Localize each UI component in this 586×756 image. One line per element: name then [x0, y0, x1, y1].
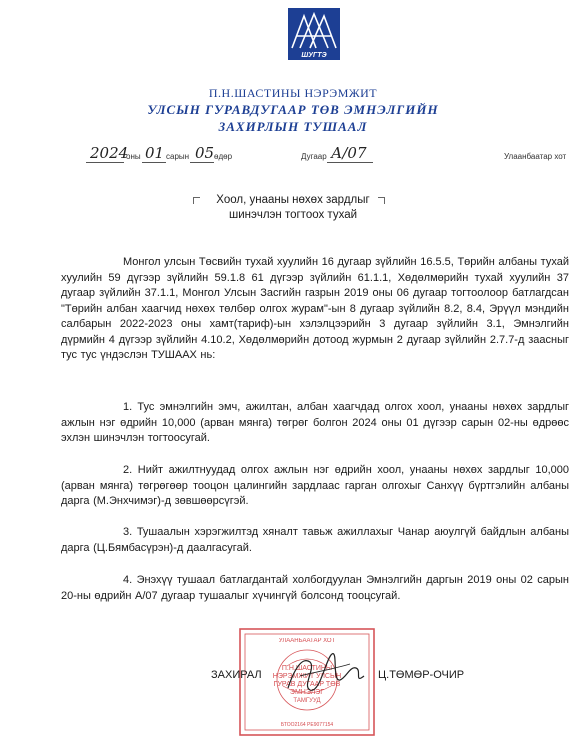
order-item-1: 1. Тус эмнэлгийн эмч, ажилтан, албан хаагчдад олгох хоол, унааны нөхөх зардлыг ажлын нэг өдрийн 10,000 (арван мянга) төгрөг болгон 2024 оны 01 дүгээр сарын 02-ны өдрөөс эхлэн шинэчлэн тогтоосугай.: [61, 401, 569, 444]
handwritten-day: 05: [195, 144, 215, 162]
month-label: сарын: [166, 152, 190, 161]
year-underline: [86, 162, 124, 163]
order-item-3: 3. Тушаалын хэрэгжилтэд хяналт тавьж ажиллахыг Чанар аюулгүй байдлын албаны дарга (Ц.Бямбасүрэн)-д даалгасугай.: [61, 526, 569, 554]
preamble-paragraph: Монгол улсын Төсвийн тухай хуулийн 16 дугаар зүйлийн 16.5.5, Төрийн албаны тухай хуулийн 59 дүгээр зүйлийн 59.1.8 61 дүгээр зүйлийн 61.1.1, Хөдөлмөрийн тухай хуулийн 37 дугаар зүйлийн 37.1.1, Монгол Улсын Засгийн газрын 2019 оны 06 дугаар тогтоолоор батлагдсан "Төрийн албан хаагчид нөхөх төлбөр олгох журам"-ын 8 дугаар зүйлийн 8.2, 8.4, Эрүүл мэндийн салбарын 2022-2023 оны хамт(тариф)-ын хэлэлцээрийн 3 дугаар зүйлийн 3.1, Эмнэлгийн дүрмийн 4 дүгээр зүйлийн 4.10.2, Хөдөлмөрийн дотоод журмын 2 дугаар зүйлийн 2.7.7-д заасныг тус тус үндэслэн ТУШААХ нь:: [61, 256, 569, 361]
order-item-4: 4. Энэхүү тушаал батлагдантай холбогдуулан Эмнэлгийн даргын 2019 оны 02 сарын 20-ны өдрийн А/07 дугаар тушаалыг хүчингүй болсонд тооцсугай.: [61, 574, 569, 602]
handwritten-number: А/07: [331, 144, 367, 162]
logo-text: ШУГТЭ: [301, 52, 327, 59]
org-name-line1: П.Н.ШАСТИНЫ НЭРЭМЖИТ: [208, 86, 378, 100]
number-underline: [327, 162, 373, 163]
handwritten-signature: [280, 636, 370, 706]
year-label: оны: [126, 152, 141, 161]
stamp-line5: ТАМГУУД: [293, 698, 321, 704]
day-label: өдөр: [214, 152, 233, 161]
number-label: Дугаар: [301, 152, 327, 161]
stamp-line4: ЭМНЭЛЭГ: [289, 689, 325, 696]
stamp-bottom-text: БТОО2164 РЕ9077154: [280, 722, 334, 728]
order-item-2: 2. Нийт ажилтнуудад олгох ажлын нэг өдрийн хоол, унааны нөхөх зардлыг 10,000 (арван мянга) төгрөгөөр тооцон цалингийн зардлаас гарган олгохыг Санхүү бүртгэлийн албаны дарга (М.Энхчимэг)-д зөвшөөрсүгэй.: [61, 464, 569, 507]
city-label: Улаанбаатар хот: [504, 152, 567, 161]
hospital-logo: [288, 8, 340, 60]
month-underline: [142, 162, 166, 163]
subject-line2: шинэчлэн тогтоох тухай: [228, 209, 358, 221]
subject-block: [180, 193, 406, 223]
signer-name: Ц.ТӨМӨР-ОЧИР: [378, 669, 465, 681]
stamp-line3: ГУРАВ ДУГААР ТӨВ: [273, 681, 341, 688]
org-name-line2: УЛСЫН ГУРАВДУГААР ТӨВ ЭМНЭЛГИЙН: [147, 102, 439, 117]
day-underline: [190, 162, 214, 163]
document-type: ЗАХИРЛЫН ТУШААЛ: [218, 119, 368, 134]
stamp-line2: НЭРЭМЖИТ УЛСЫН: [272, 673, 342, 680]
date-number-row: [0, 144, 586, 168]
subject-line1: Хоол, унааны нөхөх зардлыг: [216, 194, 370, 206]
handwritten-year: 2024: [90, 144, 129, 162]
stamp-line1: П.Н.ШАСТИНЫ: [281, 665, 333, 672]
stamp-top-text: УЛААНБААТАР ХОТ: [278, 638, 336, 644]
handwritten-month: 01: [145, 144, 165, 162]
signer-title: ЗАХИРАЛ: [211, 669, 262, 681]
